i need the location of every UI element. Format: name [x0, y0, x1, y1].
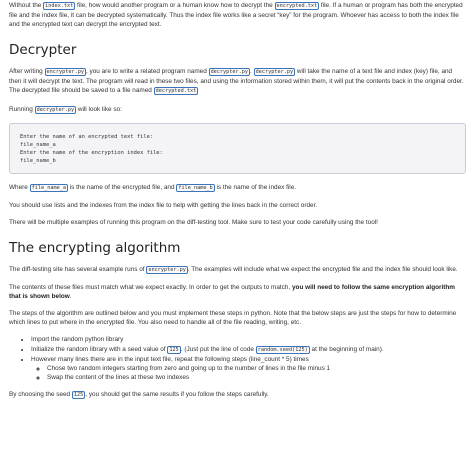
inline-code-index-txt: index.txt [45, 3, 74, 9]
decrypter-paragraph-5: There will be multiple examples of running this program on the diff-testing tool. Make sure to test your code carefully using the tool! [9, 218, 378, 226]
code-line: Enter the name of the encryption index file: [20, 149, 163, 156]
text: . (Just put the line of code [180, 345, 256, 353]
text: at the beginning of main). [309, 345, 384, 353]
text: file, how would another program or a human know how to decrypt the [75, 2, 275, 9]
algorithm-heading: The encrypting algorithm [9, 239, 181, 256]
inline-code-decrypter-py: decrypter.py [255, 69, 294, 76]
inline-code-125: 125 [73, 391, 84, 398]
text: will look like so: [76, 105, 122, 113]
text: Without the [9, 2, 44, 9]
algorithm-steps-list [9, 335, 466, 381]
algorithm-paragraph-3: The steps of the algorithm are outlined below and you must implement these steps in python. Note that the below steps are just the steps for how to determine which lines to put where in the encrypted file. You also need to handle all of the file reading, writing, etc. [9, 310, 457, 327]
text: will take the name of a text file and index (key) file, and then it will decrypt the text. The program will read in these two files, and using the information stored within them, it will put the contents back in the original order. The decrypted file should be saved to a file named [9, 68, 464, 95]
text: However many lines there are in the input text file, repeat the following steps (line_count * 5) times [31, 355, 309, 363]
inline-code-encrypted-txt: encrypted.txt [276, 3, 318, 9]
code-line: file_name_b [20, 157, 56, 164]
sub-steps-list [31, 364, 466, 382]
inline-code-decrypter-py: decrypter.py [210, 69, 249, 76]
inline-code-encrypter-py: encrypter.py [148, 266, 186, 273]
inline-code-random-seed: random.seed(125) [257, 346, 308, 353]
text: . [69, 293, 72, 301]
text: is the name of the encrypted file, and [67, 183, 177, 191]
code-block [9, 123, 466, 174]
text: The diff-testing site has several example runs of [9, 265, 147, 273]
inline-code-file-name-a: file_name_a [31, 184, 66, 191]
inline-code-file-name-b: file_name_b [178, 184, 213, 191]
text: . The examples will include what we expect the encrypted file and the index file should look like. [187, 265, 458, 273]
intro-paragraph [9, 1, 466, 29]
text: Running [9, 105, 35, 113]
algorithm-paragraph-1 [9, 265, 466, 275]
text: By choosing the seed [9, 390, 72, 398]
code-line: Enter the name of an encrypted text file: [20, 133, 154, 140]
inline-code-decrypter-py: decrypter.py [36, 106, 75, 113]
decrypter-paragraph-1 [9, 67, 466, 96]
text: file. If a human or program has both the encrypted file and the index file, it can be decrypted systematically. Thus the index file works like a secret “key” for the program. Whoever has access to both the index file and the encrypted text can decrypt the encrypted text. [9, 2, 463, 29]
list-item [31, 345, 466, 355]
list-item: • Import the random python library [31, 335, 466, 344]
decrypter-heading: Decrypter [9, 42, 77, 59]
sub-list-item: ◦ Chose two random integers starting from zero and going up to the number of lines in the file minus 1 [47, 364, 466, 373]
text: The contents of these files must match what we expect exactly. In order to get the outputs to match, [9, 284, 292, 292]
algorithm-paragraph-2 [9, 283, 466, 301]
text: After writing [9, 68, 45, 76]
decrypter-paragraph-3 [9, 183, 466, 193]
closing-paragraph [9, 390, 466, 400]
text: is the name of the index file. [214, 183, 297, 191]
inline-code-decrypted-txt: decrypted.txt [155, 88, 197, 95]
text: . [250, 68, 254, 76]
decrypter-paragraph-4: You should use lists and the indexes from the index file to help with getting the lines back in the correct order. [9, 201, 318, 209]
text: Where [9, 183, 30, 191]
code-line: file_name_a [20, 141, 56, 148]
list-item [31, 355, 466, 382]
inline-code-125: 125 [169, 346, 179, 353]
inline-code-encrypter-py: encrypter.py [46, 69, 84, 76]
bold-emphasis: you will need to follow the same encryption algorithm that is shown below [9, 284, 455, 301]
sub-list-item: ◦ Swap the content of the lines at these two indexes [47, 373, 466, 382]
text: , you should get the same results if you follow the steps carefully. [85, 390, 269, 398]
text: Initialize the random library with a seed value of [31, 345, 168, 353]
text: , you are to write a related program named [86, 68, 209, 76]
decrypter-paragraph-2 [9, 105, 466, 115]
